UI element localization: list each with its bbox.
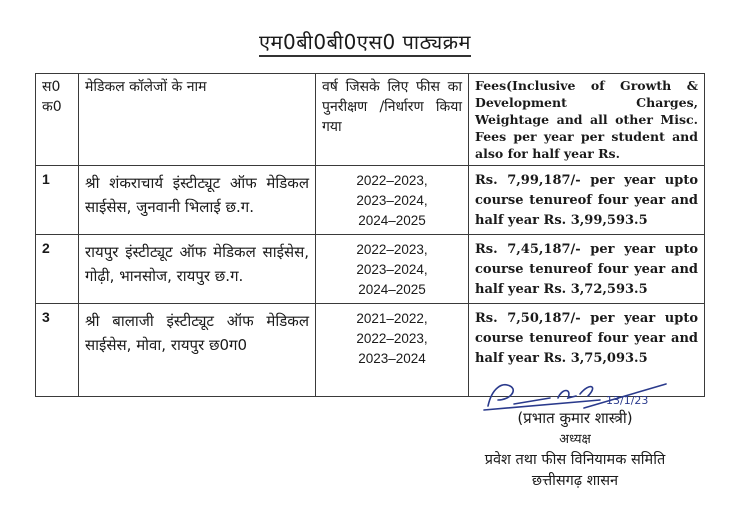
year-range: 2021–2022, xyxy=(356,311,428,326)
row-serial: 2 xyxy=(36,235,79,304)
year-range: 2023–2024, xyxy=(356,193,428,208)
government-name: छत्तीसगढ़ शासन xyxy=(531,473,619,489)
year-range: 2022–2023, xyxy=(356,331,428,346)
document-title xyxy=(0,28,730,55)
header-college-name: मेडिकल कॉलेजों के नाम xyxy=(79,74,316,166)
row-college-name: श्री बालाजी इंस्टीट्यूट ऑफ मेडिकल साईसेस, मोवा, रायपुर छ0ग0 xyxy=(79,304,316,397)
year-range: 2022–2023, xyxy=(356,173,428,188)
document-title-text: एम0बी0बी0एस0 पाठ्यक्रम xyxy=(259,30,471,57)
row-fees: Rs. 7,99,187/- per year upto course tenureof four year and half year Rs. 3,99,593.5 xyxy=(469,166,705,235)
table-row xyxy=(36,235,705,304)
header-fees: Fees(Inclusive of Growth & Development Charges, Weightage and all other Misc. Fees per year per student and also for half year Rs. xyxy=(469,74,705,166)
year-range: 2022–2023, xyxy=(356,242,428,257)
row-fees: Rs. 7,45,187/- per year upto course tenureof four year and half year Rs. 3,72,593.5 xyxy=(469,235,705,304)
row-years xyxy=(316,235,469,304)
header-serial: स0 क0 xyxy=(36,74,79,166)
signature-date: 13/1/23 xyxy=(606,394,649,407)
row-serial: 1 xyxy=(36,166,79,235)
row-college-name: रायपुर इंस्टीट्यूट ऑफ मेडिकल साईसेस, गोढ़ी, भानसोज, रायपुर छ.ग. xyxy=(79,235,316,304)
signature-block xyxy=(430,380,720,492)
signatory-name: (प्रभात कुमार शास्त्री) xyxy=(517,409,633,427)
fee-table xyxy=(35,73,705,397)
header-years: वर्ष जिसके लिए फीस का पुनरीक्षण /निर्धारण किया गया xyxy=(316,74,469,166)
table-row xyxy=(36,166,705,235)
year-range: 2023–2024 xyxy=(358,351,426,366)
row-years xyxy=(316,166,469,235)
table-header-row xyxy=(36,74,705,166)
row-college-name: श्री शंकराचार्य इंस्टीट्यूट ऑफ मेडिकल साईसेस, जुनवानी भिलाई छ.ग. xyxy=(79,166,316,235)
row-fees: Rs. 7,50,187/- per year upto course tenureof four year and half year Rs. 3,75,093.5 xyxy=(469,304,705,397)
year-range: 2024–2025 xyxy=(358,213,426,228)
year-range: 2023–2024, xyxy=(356,262,428,277)
year-range: 2024–2025 xyxy=(358,282,426,297)
committee-name: प्रवेश तथा फीस विनियामक समिति xyxy=(484,452,666,468)
row-serial: 3 xyxy=(36,304,79,397)
signatory-designation: अध्यक्ष xyxy=(559,432,591,447)
